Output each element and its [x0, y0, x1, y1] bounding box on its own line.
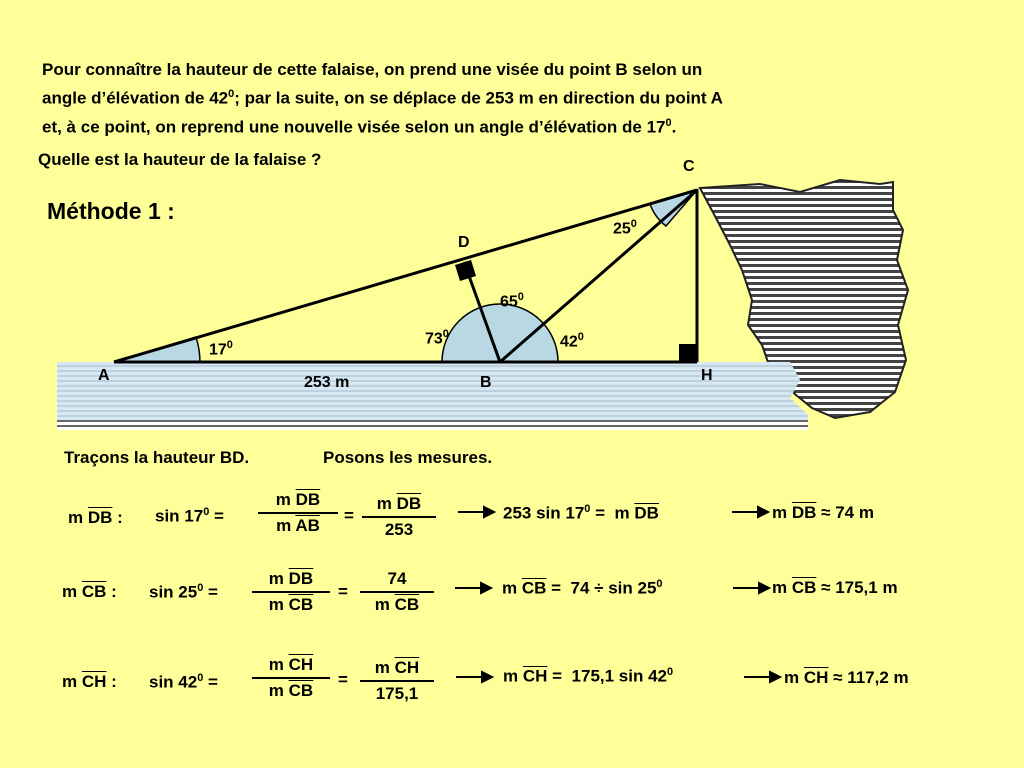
row3-result-2: m $\overline{CH} \approx 117,2$ m [784, 668, 909, 687]
point-c-label: C [683, 158, 695, 175]
distance-label: 253 m [304, 374, 350, 391]
angle-25-label: $25^0$ [613, 218, 637, 238]
row2-result-2: m $\overline{CB} \approx 175,1$ m [772, 578, 898, 597]
method-title: Méthode 1 : [47, 198, 175, 224]
row3-fraction-1: m $\overline{CH}$ m $\overline{CB}$ [252, 655, 330, 701]
angle-b-arc [442, 304, 558, 362]
angle-73-label: $73^0$ [425, 328, 449, 348]
row1-fraction-1: m $\overline{DB}$ m $\overline{AB}$ [258, 490, 338, 536]
row1-sin: $\sin 17^0$ = [155, 506, 224, 526]
row3-result-1: m $\overline{CH} = 175,1$ $\sin 42^0$ [503, 666, 674, 686]
row2-result-1: m $\overline{CB} = 74 \div \sin 25^0$ [502, 578, 663, 598]
intro-line-1: Pour connaître la hauteur de cette falaise, on prend une visée du point B selon un [42, 60, 703, 79]
angle-65-label: $65^0$ [500, 291, 524, 311]
point-h-label: H [701, 367, 713, 384]
step-trace: Traçons la hauteur BD. [64, 448, 250, 467]
row3-equals: = [338, 670, 348, 689]
water-surface [57, 362, 808, 420]
right-angle-h [679, 344, 697, 362]
intro-line-3: et, à ce point, on reprend une nouvelle visée selon un angle d’élévation de $17^0$. [42, 116, 677, 137]
row1-label: m $\overline{DB}$ : [68, 508, 123, 527]
right-angle-d [455, 260, 476, 281]
line-ac [114, 190, 697, 362]
row1-equals: = [344, 506, 354, 525]
row3-fraction-2: m $\overline{CH}$ 175,1 [360, 658, 434, 704]
row2-fraction-2: 74 m $\overline{CB}$ [360, 569, 434, 615]
point-a-label: A [98, 367, 110, 384]
row2-label: m $\overline{CB}$ : [62, 582, 117, 601]
row2-fraction-1: m $\overline{DB}$ m $\overline{CB}$ [252, 569, 330, 615]
row2-equals: = [338, 582, 348, 601]
row1-result-2: m $\overline{DB} \approx 74$ m [772, 503, 874, 522]
question-text: Quelle est la hauteur de la falaise ? [38, 150, 322, 169]
point-b-label: B [480, 374, 492, 391]
row1-fraction-2: m $\overline{DB}$ 253 [362, 494, 436, 540]
angle-42-label: $42^0$ [560, 331, 584, 351]
intro-line-2: angle d’élévation de $42^0$; par la suite, on se déplace de 253 m en direction du point A [42, 88, 723, 108]
line-bc [500, 190, 697, 362]
row1-result-1: 253 $\sin 17^0 = m$ $\overline{DB}$ [503, 503, 659, 523]
angle-17-label: $17^0$ [209, 339, 233, 359]
row3-label: m $\overline{CH}$ : [62, 672, 117, 691]
row3-sin: $\sin 42^0$ = [149, 672, 218, 692]
row2-sin: $\sin 25^0$ = [149, 582, 218, 602]
step-pose: Posons les mesures. [323, 448, 493, 467]
point-d-label: D [458, 234, 470, 251]
